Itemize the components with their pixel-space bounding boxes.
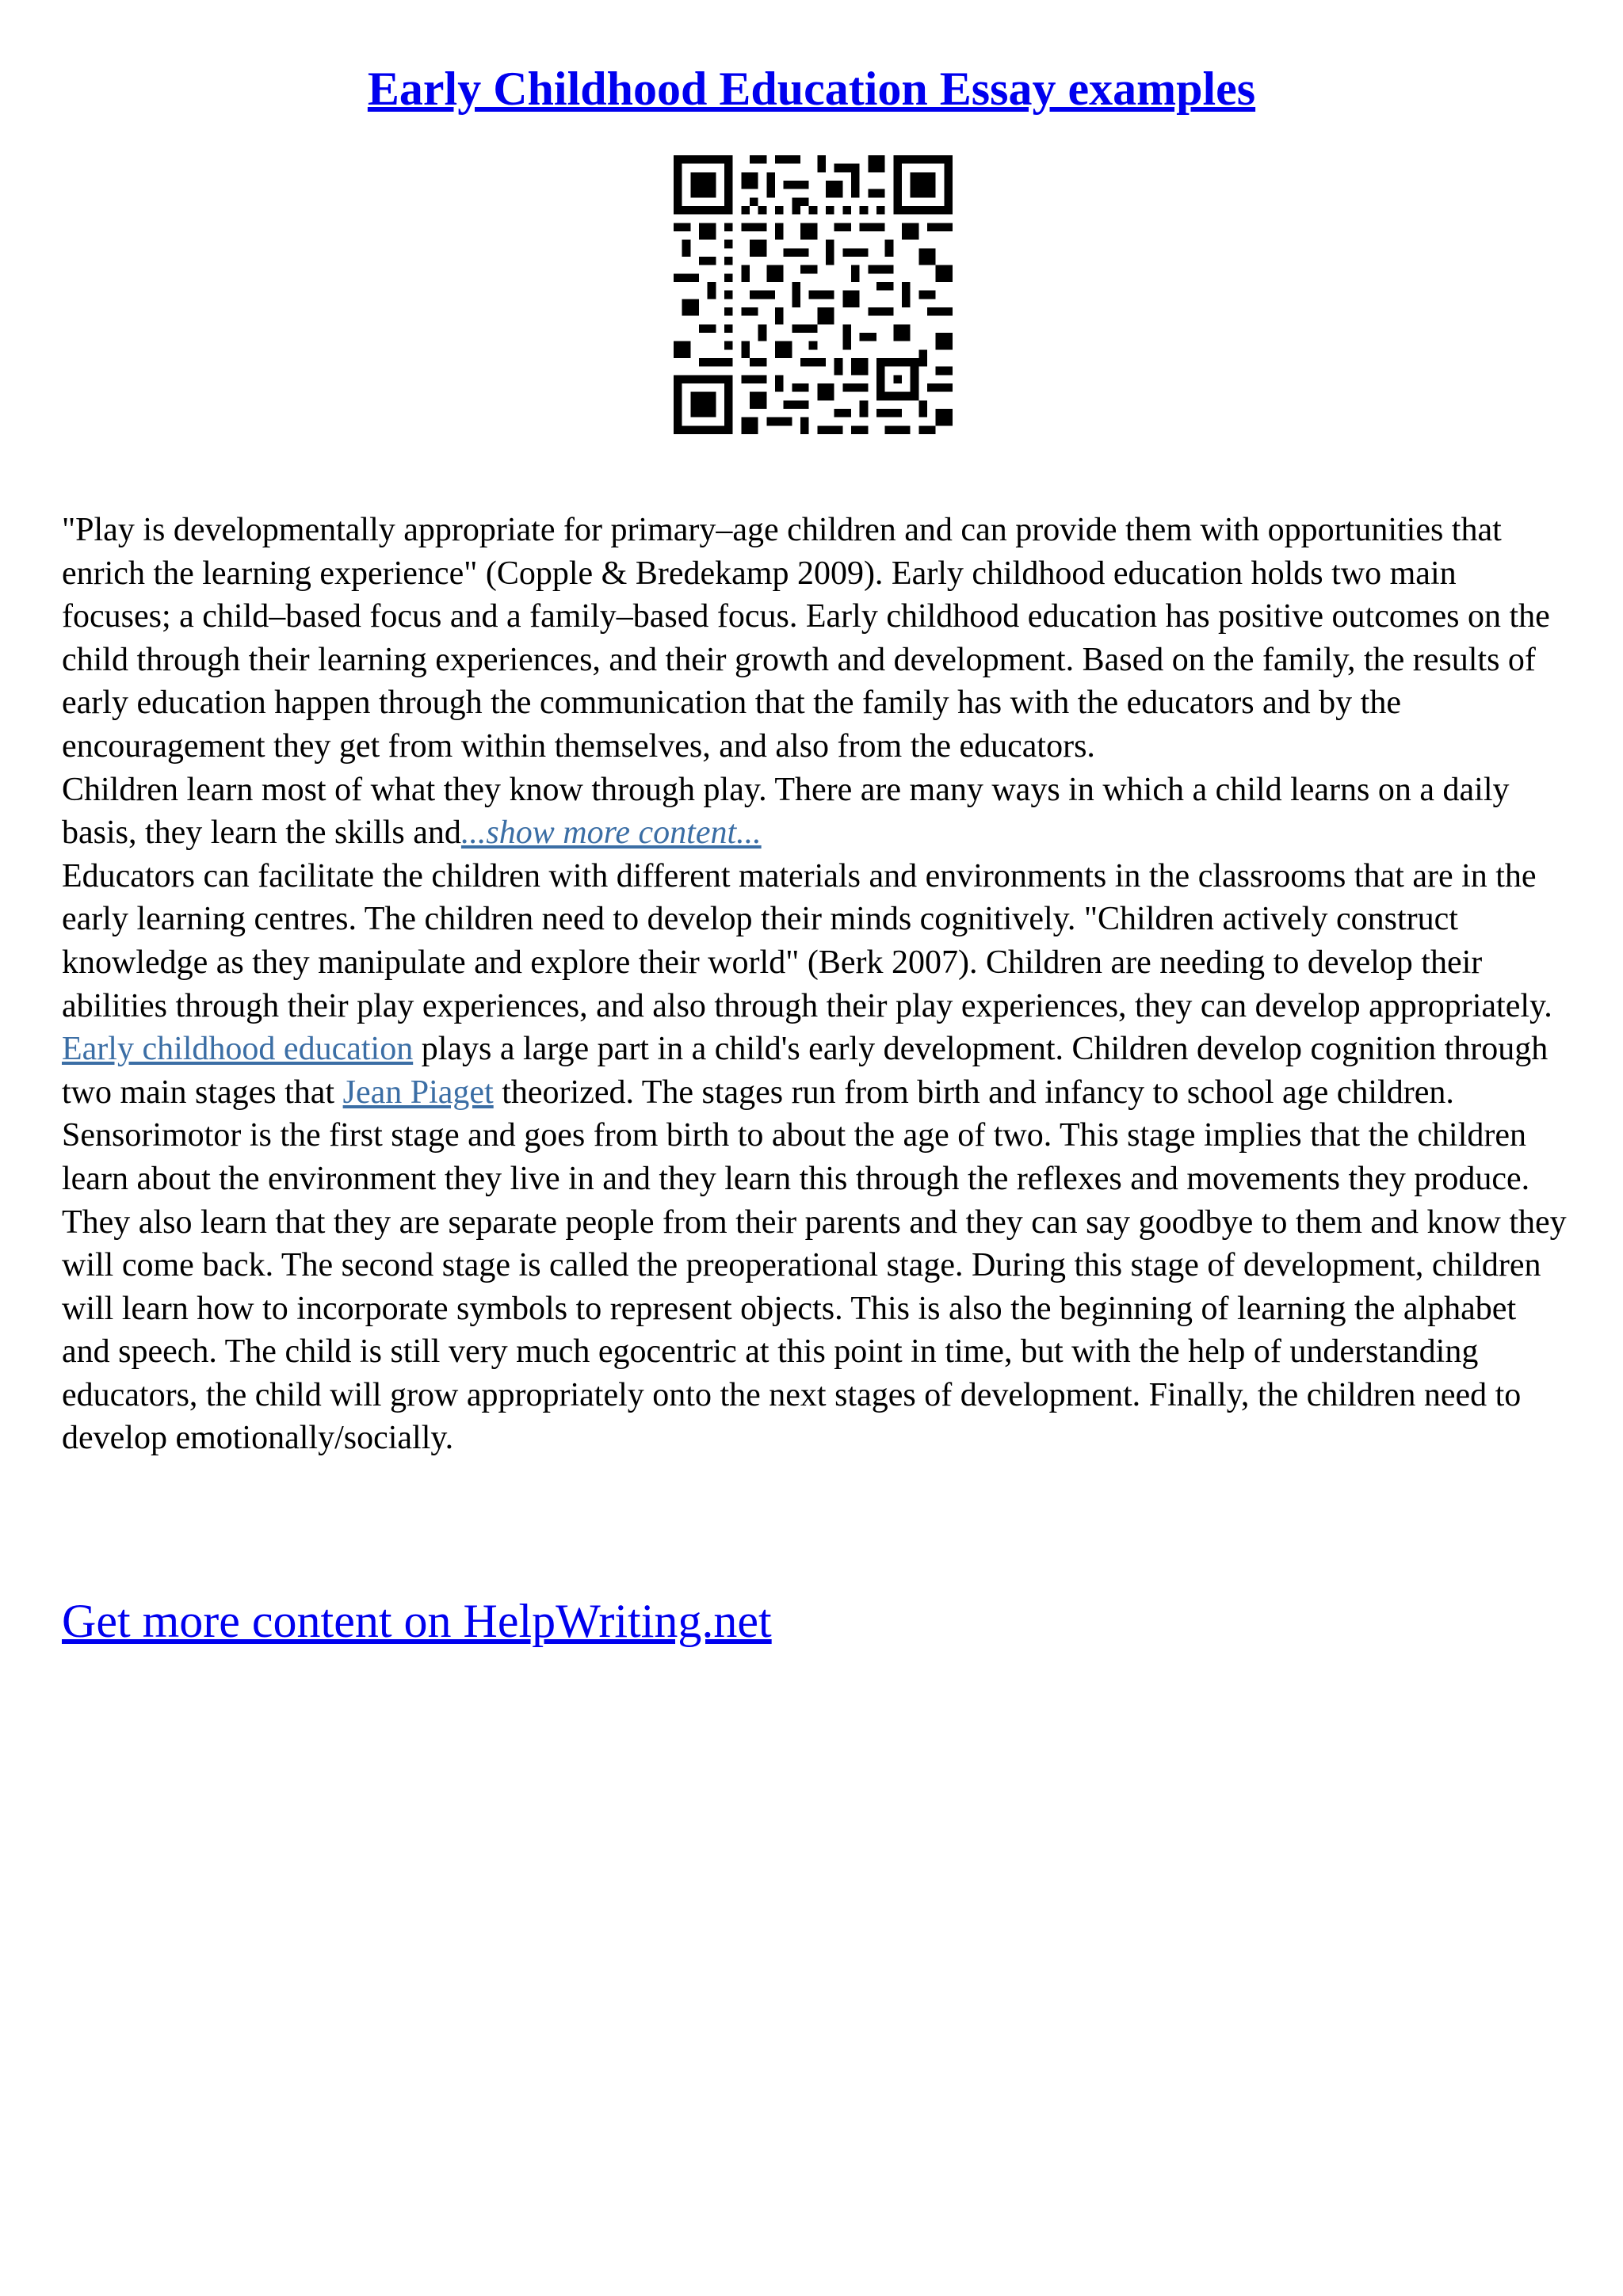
paragraph-educators	[62, 855, 1568, 1460]
paragraph-play	[62, 769, 1568, 855]
paragraph-play-text: Children learn most of what they know through play. There are many ways in which a child learns on a daily basis, they learn the skills and	[62, 771, 1510, 852]
paragraph-educators-text-1: Educators can facilitate the children with different materials and environments in the classrooms that are in the early learning centres. The children need to develop their minds cognitively. "Children actively construct knowledge as they manipulate and explore their world" (Berk 2007). Children are needing to develop their abilities through their play experiences, and also through their play experiences, they can develop appropriately.	[62, 857, 1552, 1024]
title-link[interactable]: Early Childhood Education Essay examples	[367, 63, 1256, 115]
show-more-link[interactable]: ...show more content...	[460, 814, 762, 852]
paragraph-educators-text-2: plays a large part in a child's early development. Children develop cognition through two main stages that	[62, 1031, 1549, 1111]
essay-body	[62, 509, 1568, 1460]
paragraph-educators-text-3: theorized. The stages run from birth and infancy to school age children. Sensorimotor is the first stage and goes from birth to about the age of two. This stage implies that the children learn about the environment they live in and they learn this through the reflexes and movements they produce. They also learn that they are separate people from their parents and they can say goodbye to them and know they will come back. The second stage is called the preoperational stage. During this stage of development, children will learn how to incorporate symbols to represent objects. This is also the beginning of learning the alphabet and speech. The child is still very much egocentric at this point in time, but with the help of understanding educators, the child will grow appropriately onto the next stages of development. Finally, the children need to develop emotionally/socially.	[62, 1074, 1567, 1457]
paragraph-intro: "Play is developmentally appropriate for primary–age children and can provide them with opportunities that enrich the learning experience" (Copple & Bredekamp 2009). Early childhood education holds two main focuses; a child–based focus and a family–based focus. Early childhood education has positive outcomes on the child through their learning experiences, and their growth and development. Based on the family, the results of early education happen through the communication that the family has with the educators and by the encouragement they get from within themselves, and also from the educators.	[62, 512, 1550, 765]
footer	[62, 1589, 772, 1653]
helpwriting-link[interactable]: Get more content on HelpWriting.net	[62, 1595, 772, 1647]
jean-piaget-link[interactable]: Jean Piaget	[342, 1074, 494, 1111]
qr-code-icon	[674, 155, 953, 434]
page-title	[0, 57, 1623, 120]
early-childhood-education-link[interactable]: Early childhood education	[62, 1031, 414, 1068]
